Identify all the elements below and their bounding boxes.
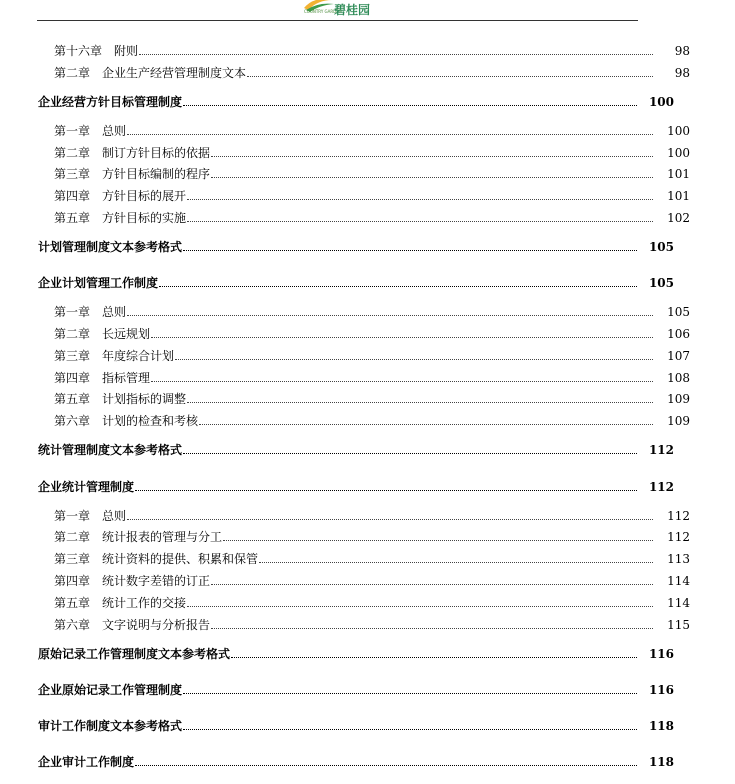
toc-section-entry[interactable] <box>0 238 719 254</box>
toc-leader-dots <box>183 692 637 694</box>
toc-entry-title: 制订方针目标的依据 <box>102 146 211 160</box>
toc-section-title: 企业经营方针目标管理制度 <box>38 95 183 109</box>
toc-section-entry[interactable] <box>0 717 719 733</box>
toc-leader-dots <box>247 75 653 77</box>
toc-page-number: 101 <box>667 167 690 181</box>
toc-leader-dots <box>159 285 637 287</box>
toc-leader-dots <box>183 728 637 730</box>
toc-page-number: 109 <box>667 392 690 406</box>
toc-leader-dots <box>127 133 653 135</box>
toc-page-number: 105 <box>648 240 674 254</box>
toc-leader-dots <box>223 539 653 541</box>
toc-section-entry[interactable] <box>0 681 719 697</box>
toc-page-number: 98 <box>674 66 690 80</box>
toc-section-entry[interactable] <box>0 645 719 661</box>
toc-entry[interactable] <box>0 594 735 610</box>
toc-entry[interactable] <box>0 507 735 523</box>
toc-leader-dots <box>183 452 637 454</box>
toc-entry[interactable] <box>0 616 735 632</box>
toc-entry[interactable] <box>0 369 735 385</box>
toc-section-title: 计划管理制度文本参考格式 <box>38 240 183 254</box>
toc-entry-title: 文字说明与分析报告 <box>102 618 211 632</box>
toc-entry-title: 企业生产经营管理制度文本 <box>102 66 247 80</box>
toc-page-number: 109 <box>667 414 690 428</box>
toc-chapter-number: 第一章 <box>54 509 91 523</box>
toc-page-number: 115 <box>667 618 690 632</box>
toc-chapter-number: 第五章 <box>54 392 91 406</box>
toc-leader-dots <box>183 104 637 106</box>
toc-leader-dots <box>211 627 653 629</box>
toc-section-entry[interactable] <box>0 753 719 769</box>
toc-page-number: 106 <box>667 327 690 341</box>
toc-entry-title: 方针目标编制的程序 <box>102 167 211 181</box>
toc-leader-dots <box>211 155 653 157</box>
toc-entry-title: 长远规划 <box>102 327 151 341</box>
toc-entry-title: 总则 <box>102 509 127 523</box>
toc-entry-title: 附则 <box>114 44 139 58</box>
toc-leader-dots <box>183 249 637 251</box>
toc-leader-dots <box>211 583 653 585</box>
toc-leader-dots <box>187 401 653 403</box>
toc-chapter-number: 第四章 <box>54 189 91 203</box>
toc-chapter-number: 第二章 <box>54 530 91 544</box>
toc-leader-dots <box>127 518 653 520</box>
toc-leader-dots <box>187 220 653 222</box>
toc-page-number: 116 <box>648 647 674 661</box>
toc-page-number: 114 <box>667 596 690 610</box>
toc-page-number: 112 <box>667 530 690 544</box>
toc-entry[interactable] <box>0 144 735 160</box>
toc-section-entry[interactable] <box>0 93 719 109</box>
toc-page-number: 112 <box>667 509 690 523</box>
toc-chapter-number: 第六章 <box>54 414 91 428</box>
toc-page-number: 98 <box>674 44 690 58</box>
toc-chapter-number: 第二章 <box>54 327 91 341</box>
toc-page-number: 105 <box>648 276 674 290</box>
toc-chapter-number: 第五章 <box>54 211 91 225</box>
toc-section-title: 统计管理制度文本参考格式 <box>38 443 183 457</box>
toc-chapter-number: 第二章 <box>54 66 91 80</box>
toc-leader-dots <box>175 358 653 360</box>
toc-leader-dots <box>187 605 653 607</box>
toc-entry[interactable] <box>0 165 735 181</box>
toc-section-title: 审计工作制度文本参考格式 <box>38 719 183 733</box>
toc-section-title: 企业统计管理制度 <box>38 480 135 494</box>
toc-entry[interactable] <box>0 209 735 225</box>
toc-page-number: 105 <box>667 305 690 319</box>
toc-entry-title: 统计资料的提供、积累和保管 <box>102 552 259 566</box>
toc-page-number: 118 <box>648 755 674 769</box>
toc-entry[interactable] <box>0 390 735 406</box>
toc-chapter-number: 第四章 <box>54 574 91 588</box>
toc-chapter-number: 第五章 <box>54 596 91 610</box>
toc-leader-dots <box>139 53 653 55</box>
toc-page-number: 112 <box>648 443 674 457</box>
toc-page-number: 100 <box>667 146 690 160</box>
toc-page-number: 116 <box>648 683 674 697</box>
toc-leader-dots <box>151 336 653 338</box>
toc-leader-dots <box>231 656 637 658</box>
toc-leader-dots <box>127 314 653 316</box>
toc-entry-title: 方针目标的实施 <box>102 211 187 225</box>
toc-section-title: 企业审计工作制度 <box>38 755 135 769</box>
toc-entry-title: 年度综合计划 <box>102 349 175 363</box>
toc-page-number: 108 <box>667 371 690 385</box>
toc-page-number: 101 <box>667 189 690 203</box>
toc-page-number: 114 <box>667 574 690 588</box>
toc-chapter-number: 第一章 <box>54 124 91 138</box>
toc-entry[interactable] <box>0 325 735 341</box>
toc-entry[interactable] <box>0 550 735 566</box>
toc-entry-title: 指标管理 <box>102 371 151 385</box>
toc-chapter-number: 第四章 <box>54 371 91 385</box>
toc-page-number: 102 <box>667 211 690 225</box>
toc-leader-dots <box>259 561 653 563</box>
logo-english-text: COUNTRY GARDEN <box>304 9 342 14</box>
toc-entry[interactable] <box>0 42 735 58</box>
toc-page-number: 112 <box>648 480 674 494</box>
toc-entry[interactable] <box>0 64 735 80</box>
toc-chapter-number: 第二章 <box>54 146 91 160</box>
toc-chapter-number: 第六章 <box>54 618 91 632</box>
toc-chapter-number: 第十六章 <box>54 44 103 58</box>
toc-entry-title: 总则 <box>102 124 127 138</box>
toc-entry-title: 计划指标的调整 <box>102 392 187 406</box>
toc-entry-title: 计划的检查和考核 <box>102 414 199 428</box>
toc-leader-dots <box>135 489 637 491</box>
toc-page-number: 118 <box>648 719 674 733</box>
header-divider <box>37 20 638 21</box>
toc-entry-title: 统计数字差错的订正 <box>102 574 211 588</box>
toc-section-entry[interactable] <box>0 478 719 494</box>
toc-leader-dots <box>187 198 653 200</box>
toc-page-number: 100 <box>648 95 674 109</box>
toc-entry-title: 方针目标的展开 <box>102 189 187 203</box>
toc-chapter-number: 第三章 <box>54 349 91 363</box>
toc-entry-title: 统计报表的管理与分工 <box>102 530 223 544</box>
toc-entry-title: 统计工作的交接 <box>102 596 187 610</box>
toc-page-number: 107 <box>667 349 690 363</box>
toc-entry[interactable] <box>0 528 735 544</box>
toc-leader-dots <box>151 380 653 382</box>
toc-leader-dots <box>135 764 637 766</box>
toc-leader-dots <box>211 176 653 178</box>
toc-entry[interactable] <box>0 412 735 428</box>
toc-chapter-number: 第三章 <box>54 552 91 566</box>
toc-entry[interactable] <box>0 303 735 319</box>
toc-page-number: 100 <box>667 124 690 138</box>
logo-chinese-text: 碧桂园 <box>334 3 371 17</box>
toc-section-title: 企业计划管理工作制度 <box>38 276 159 290</box>
toc-section-title: 企业原始记录工作管理制度 <box>38 683 183 697</box>
toc-chapter-number: 第三章 <box>54 167 91 181</box>
toc-page-number: 113 <box>667 552 690 566</box>
toc-entry[interactable] <box>0 187 735 203</box>
toc-section-title: 原始记录工作管理制度文本参考格式 <box>38 647 231 661</box>
toc-entry[interactable] <box>0 347 735 363</box>
toc-section-entry[interactable] <box>0 274 719 290</box>
toc-leader-dots <box>199 423 653 425</box>
company-logo <box>302 0 382 18</box>
toc-entry-title: 总则 <box>102 305 127 319</box>
toc-section-entry[interactable] <box>0 441 719 457</box>
toc-entry[interactable] <box>0 122 735 138</box>
toc-entry[interactable] <box>0 572 735 588</box>
toc-chapter-number: 第一章 <box>54 305 91 319</box>
